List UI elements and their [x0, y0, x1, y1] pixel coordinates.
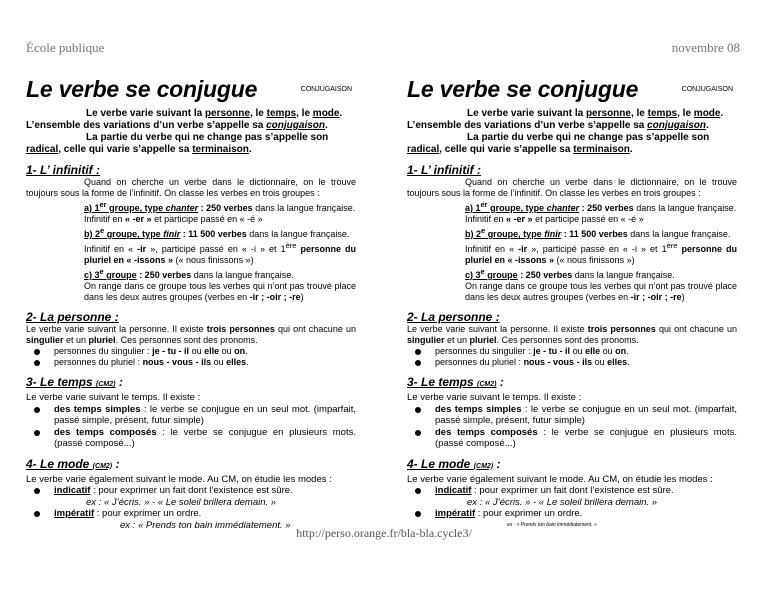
list-item: impératif : pour exprimer un ordre.: [26, 508, 356, 520]
bullet-icon: [415, 349, 421, 355]
section-personne-title: 2- La personne :: [407, 310, 500, 324]
bullet-icon: [34, 349, 40, 355]
section-infinitif-body: Quand on cherche un verbe dans le dictionnaire, on le trouve toujours sous la forme de l’infinitif. On classe les verbes en trois groupes : a) 1er groupe, type chanter : 250 verbes dans la langue française. Infinitif en « -er » et participe passé en « -é » b) 2e groupe, type finir : 11 500 verbes dans la langue française. Infinitif en « -ir », participé passé en « -i » et 1ère personne du pluriel en « -issons » (« nous finissons ») c) 3e groupe : 250 verbes dans la langue française. On range dans ce groupe tous les verbes qui n’ont pas trouvé place dans les deux autres groupes (verbes en -ir ; -oir ; -re): [26, 177, 357, 302]
section-infinitif-body: Quand on cherche un verbe dans le dictionnaire, on le trouve toujours sous la forme de l’infinitif. On classe les verbes en trois groupes : a) 1er groupe, type chanter : 250 verbes dans la langue française. Infinitif en « -er » et participe passé en « -é » b) 2e groupe, type finir : 11 500 verbes dans la langue française. Infinitif en « -ir », participé passé en « -i » et 1ère personne du pluriel en « -issons » (« nous finissons ») c) 3e groupe : 250 verbes dans la langue française. On range dans ce groupe tous les verbes qui n’ont pas trouvé place dans les deux autres groupes (verbes en -ir ; -oir ; -re): [407, 177, 738, 302]
list-item: indicatif : pour exprimer un fait dont l’existence est sûre.: [407, 485, 737, 497]
intro: Le verbe varie suivant la personne, le temps, le mode. L’ensemble des variations d’un verbe s’appelle sa conjugaison. La partie du verbe qui ne change pas s’appelle son radical, celle qui varie s’appelle sa terminaison.: [26, 108, 343, 155]
left-column: [26, 76, 356, 531]
list-item: des temps composés : le verbe se conjugue en plusieurs mots. (passé composé...): [407, 427, 737, 450]
header-school: École publique: [26, 40, 105, 55]
list-item: des temps simples : le verbe se conjugue en un seul mot. (imparfait, passé simple, présent, futur simple): [407, 404, 737, 427]
bullet-icon: [34, 407, 40, 413]
list-item: personnes du singulier : je - tu - il ou elle ou on.: [407, 346, 737, 357]
subject-tag: CONJUGAISON: [300, 86, 352, 93]
intro: Le verbe varie suivant la personne, le temps, le mode. L’ensemble des variations d’un verbe s’appelle sa conjugaison. La partie du verbe qui ne change pas s’appelle son radical, celle qui varie s’appelle sa terminaison.: [407, 108, 724, 155]
bullet-icon: [34, 511, 40, 517]
bullet-icon: [34, 360, 40, 366]
section-infinitif-title: 1- L’ infinitif :: [407, 163, 481, 177]
bullet-icon: [415, 407, 421, 413]
page-title: Le verbe se conjugue: [407, 76, 639, 102]
bullet-icon: [34, 430, 40, 436]
section-mode-title: 4- Le mode (CM2) :: [26, 456, 120, 471]
list-item: personnes du pluriel : nous - vous - ils ou elles.: [26, 357, 356, 368]
section-infinitif-title: 1- L’ infinitif :: [26, 163, 100, 177]
header-date: novembre 08: [671, 40, 740, 55]
footer-url[interactable]: http://perso.orange.fr/bla-bla.cycle3/: [296, 526, 472, 540]
section-mode-title: 4- Le mode (CM2) :: [407, 456, 501, 471]
section-mode-body: Le verbe varie également suivant le mode. Au CM, on étudie les modes : indicatif : pour exprimer un fait dont l’existence est sûre. ex : « J’écris. » - « Le soleil brillera demain. » impératif : pour exprimer un ordre. ex : « Prends ton bain immédiatement. »: [26, 474, 356, 532]
section-temps-title: 3- Le temps (CM2) :: [26, 375, 123, 389]
section-temps-body: Le verbe varie suivant le temps. Il existe : des temps simples : le verbe se conjugue en un seul mot. (imparfait, passé simple, présent, futur simple) des temps composés : le verbe se conjugue en plusieurs mots. (passé composé...): [26, 392, 356, 449]
list-item: indicatif : pour exprimer un fait dont l’existence est sûre.: [26, 485, 356, 497]
bullet-icon: [415, 360, 421, 366]
section-mode-body: Le verbe varie également suivant le mode. Au CM, on étudie les modes : indicatif : pour exprimer un fait dont l’existence est sûre. ex : « J’écris. » - « Le soleil brillera demain. » impératif : pour exprimer un ordre. ex : « Prends ton bain immédiatement. »: [407, 474, 737, 532]
section-personne-body: Le verbe varie suivant la personne. Il existe trois personnes qui ont chacune un singulier et un pluriel. Ces personnes sont des pronoms. personnes du singulier : je - tu - il ou elle ou on. personnes du pluriel : nous - vous - ils ou elles.: [407, 324, 737, 367]
bullet-icon: [415, 430, 421, 436]
list-item: impératif : pour exprimer un ordre.: [407, 508, 737, 520]
list-item: des temps simples : le verbe se conjugue en un seul mot. (imparfait, passé simple, présent, futur simple): [26, 404, 356, 427]
bullet-icon: [34, 488, 40, 494]
subject-tag: CONJUGAISON: [681, 86, 733, 93]
list-item: des temps composés : le verbe se conjugue en plusieurs mots. (passé composé...): [26, 427, 356, 450]
bullet-icon: [415, 511, 421, 517]
list-item: personnes du pluriel : nous - vous - ils ou elles.: [407, 357, 737, 368]
section-personne-title: 2- La personne :: [26, 310, 119, 324]
section-temps-body: Le verbe varie suivant le temps. Il existe : des temps simples : le verbe se conjugue en un seul mot. (imparfait, passé simple, présent, futur simple) des temps composés : le verbe se conjugue en plusieurs mots. (passé composé...): [407, 392, 737, 449]
right-column: [407, 76, 737, 531]
section-temps-title: 3- Le temps (CM2) :: [407, 375, 504, 389]
bullet-icon: [415, 488, 421, 494]
list-item: personnes du singulier : je - tu - il ou elle ou on.: [26, 346, 356, 357]
page-title: Le verbe se conjugue: [26, 76, 258, 102]
section-personne-body: Le verbe varie suivant la personne. Il existe trois personnes qui ont chacune un singulier et un pluriel. Ces personnes sont des pronoms. personnes du singulier : je - tu - il ou elle ou on. personnes du pluriel : nous - vous - ils ou elles.: [26, 324, 356, 367]
